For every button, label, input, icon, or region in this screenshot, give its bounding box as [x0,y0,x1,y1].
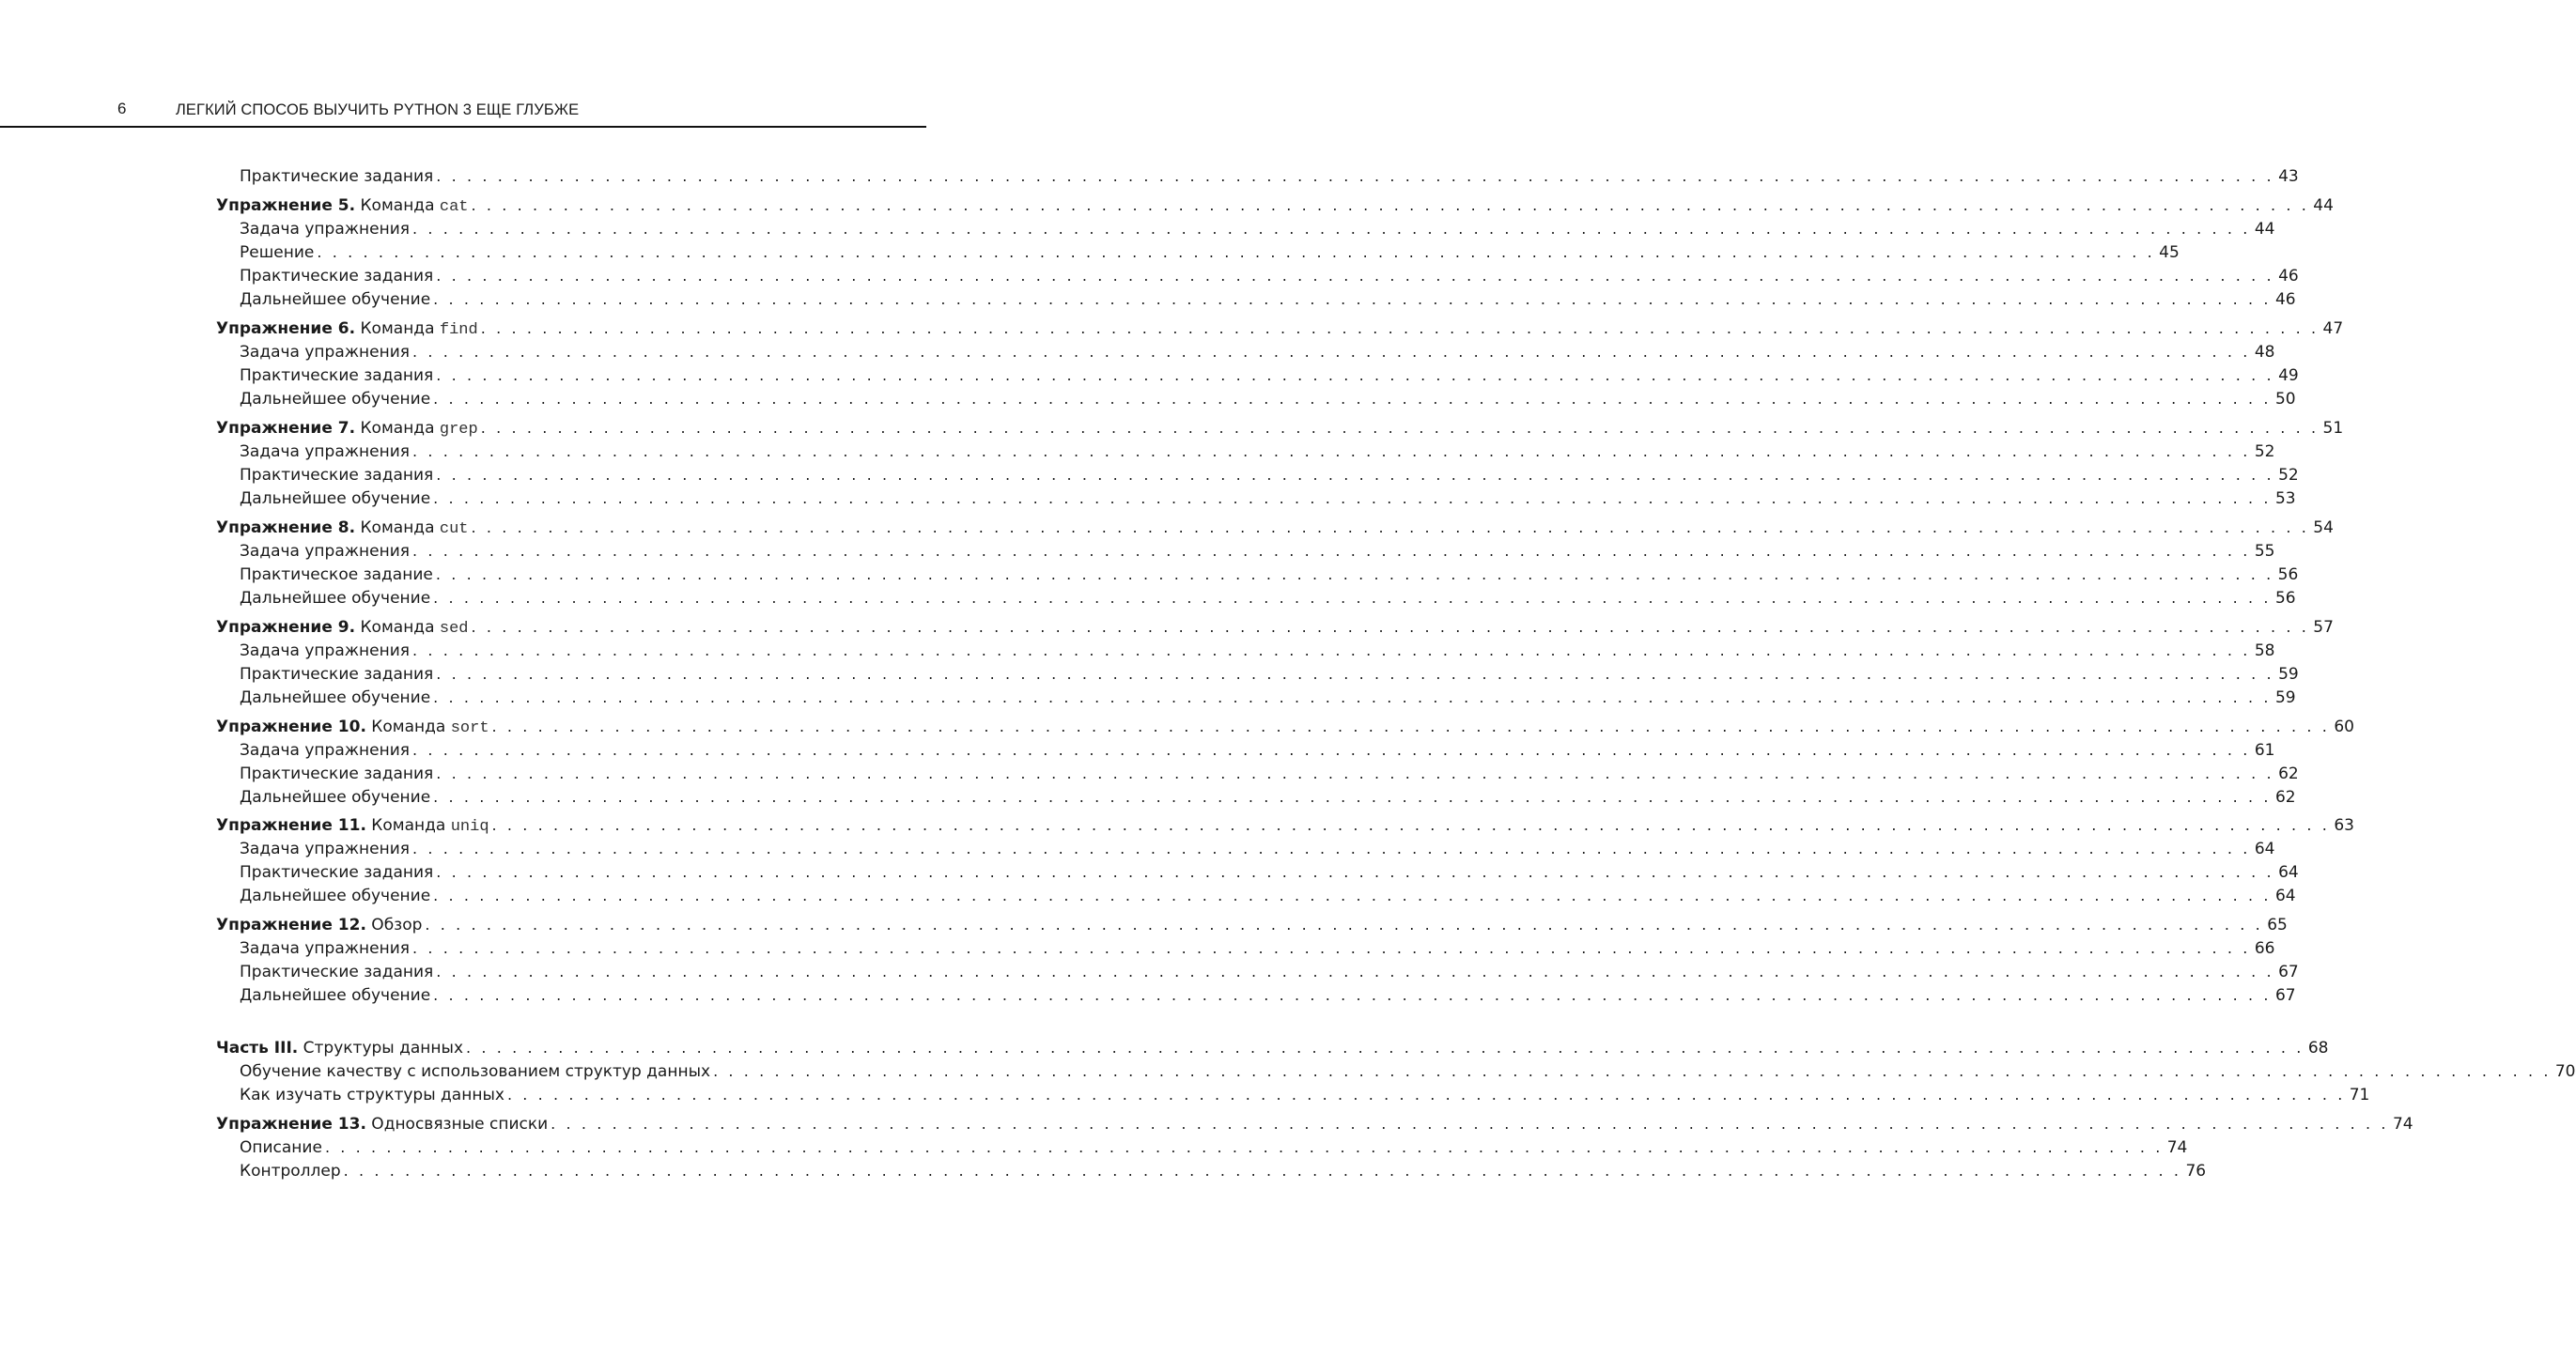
toc-subentry [240,218,2275,240]
toc-page-number: 44 [2254,220,2275,239]
toc-entry-label [216,716,489,740]
toc-entry-command: cut [439,520,469,538]
toc-subentry [240,288,2296,311]
toc-entry-title: Задача упражнения [240,741,411,760]
page-number: 6 [117,100,127,117]
dot-leader: . . . . . . . . . . . . . . . . . . . . . . . . . . . . . . . . . . . . . . . . . . . . . . . . . . . . . . . . . . . . . . . . . . . . . . . . . . . . . . . . . . . . . . . . . . . . . . . . . . . . . . . . . . . . . . . . . . . . . . . . [412,641,2251,659]
toc-subentry [240,540,2275,563]
toc-entry-label [240,786,430,809]
toc-entry-title: Задача упражнения [240,641,411,660]
toc-entry-number: Упражнение 11. [216,816,366,835]
toc-page-number: 65 [2267,916,2288,934]
toc-page-number: 44 [2313,196,2334,215]
toc-entry-label [240,218,410,240]
toc-entry [216,417,2344,440]
toc-entry-title: Практические задания [240,466,434,485]
toc-subentry [240,1160,2207,1182]
toc-page-number: 49 [2278,366,2299,385]
dot-leader: . . . . . . . . . . . . . . . . . . . . . . . . . . . . . . . . . . . . . . . . . . . . . . . . . . . . . . . . . . . . . . . . . . . . . . . . . . . . . . . . . . . . . . . . . . . . . . . . . . . . . . . . . . . . . . . . . . . . . . . . [433,788,2272,806]
toc-page-number: 76 [2185,1162,2207,1181]
toc-entry [216,317,2344,340]
toc-entry-title: Команда [365,718,451,736]
toc-page-number: 60 [2334,718,2354,736]
toc-entry-title: Команда [355,518,440,537]
toc-entry-number: Часть III. [216,1039,299,1058]
dot-leader: . . . . . . . . . . . . . . . . . . . . . . . . . . . . . . . . . . . . . . . . . . . . . . . . . . . . . . . . . . . . . . . . . . . . . . . . . . . . . . . . . . . . . . . . . . . . . . . . . . . . . . . . . . . . . . . . . . . . . . . . [506,1086,2346,1104]
toc-entry-number: Упражнение 13. [216,1115,366,1134]
toc-subentry [240,388,2296,410]
dot-leader: . . . . . . . . . . . . . . . . . . . . . . . . . . . . . . . . . . . . . . . . . . . . . . . . . . . . . . . . . . . . . . . . . . . . . . . . . . . . . . . . . . . . . . . . . . . . . . . . . . . . . . . . . . . . . . . . . . . . . . . . [436,366,2274,384]
toc-entry-label [216,814,489,839]
toc-page-number: 50 [2274,390,2296,409]
toc-entry-label [216,194,469,219]
toc-subentry [240,937,2275,960]
toc-subentry [240,663,2299,686]
toc-entry-label [216,1113,548,1135]
toc-entry [216,1037,2329,1059]
toc-subentry [240,1060,2576,1083]
dot-leader: . . . . . . . . . . . . . . . . . . . . . . . . . . . . . . . . . . . . . . . . . . . . . . . . . . . . . . . . . . . . . . . . . . . . . . . . . . . . . . . . . . . . . . . . . . . . . . . . . . . . . . . . . . . . . . . . . . . . . . . . [343,1162,2182,1180]
toc-entry-title: Задача упражнения [240,343,411,362]
toc-entry-label [216,317,478,342]
toc-page-number: 71 [2349,1086,2370,1104]
toc-page-number: 67 [2274,986,2296,1005]
toc-entry-label [216,1037,463,1059]
dot-leader: . . . . . . . . . . . . . . . . . . . . . . . . . . . . . . . . . . . . . . . . . . . . . . . . . . . . . . . . . . . . . . . . . . . . . . . . . . . . . . . . . . . . . . . . . . . . . . . . . . . . . . . . . . . . . . . . . . . . . . . . [412,442,2251,460]
toc-entry-title: Дальнейшее обучение [240,489,431,508]
toc-entry-title: Практические задания [240,665,434,684]
toc-entry-label [240,265,433,287]
toc-page-number: 45 [2159,243,2180,262]
toc-subentry [240,961,2299,983]
toc-page-number: 68 [2307,1039,2329,1058]
toc-entry-label [240,640,410,662]
toc-page-number: 56 [2274,589,2296,608]
dot-leader: . . . . . . . . . . . . . . . . . . . . . . . . . . . . . . . . . . . . . . . . . . . . . . . . . . . . . . . . . . . . . . . . . . . . . . . . . . . . . . . . . . . . . . . . . . . . . . . . . . . . . . . . . . . . . . . . . . . . . . . . [433,986,2272,1004]
toc-subentry [240,487,2296,510]
dot-leader: . . . . . . . . . . . . . . . . . . . . . . . . . . . . . . . . . . . . . . . . . . . . . . . . . . . . . . . . . . . . . . . . . . . . . . . . . . . . . . . . . . . . . . . . . . . . . . . . . . . . . . . . . . . . . . . . . . . . . . . . [433,589,2272,607]
toc-subentry [240,640,2275,662]
toc-page-number: 70 [2554,1062,2576,1081]
toc-subentry [240,763,2299,785]
toc-entry-title: Практические задания [240,863,434,882]
dot-leader: . . . . . . . . . . . . . . . . . . . . . . . . . . . . . . . . . . . . . . . . . . . . . . . . . . . . . . . . . . . . . . . . . . . . . . . . . . . . . . . . . . . . . . . . . . . . . . . . . . . . . . . . . . . . . . . . . . . . . . . . [436,963,2274,981]
dot-leader: . . . . . . . . . . . . . . . . . . . . . . . . . . . . . . . . . . . . . . . . . . . . . . . . . . . . . . . . . . . . . . . . . . . . . . . . . . . . . . . . . . . . . . . . . . . . . . . . . . . . . . . . . . . . . . . . . . . . . . . . [412,542,2251,560]
toc-entry-title: Обучение качеству с использованием структур данных [240,1062,711,1081]
toc-entry [216,1113,2413,1135]
toc-entry-title: Дальнейшее обучение [240,986,431,1005]
toc-entry-label [240,341,410,363]
dot-leader: . . . . . . . . . . . . . . . . . . . . . . . . . . . . . . . . . . . . . . . . . . . . . . . . . . . . . . . . . . . . . . . . . . . . . . . . . . . . . . . . . . . . . . . . . . . . . . . . . . . . . . . . . . . . . . . . . . . . . . . . [436,665,2274,683]
toc-subentry [240,165,2299,188]
dot-leader: . . . . . . . . . . . . . . . . . . . . . . . . . . . . . . . . . . . . . . . . . . . . . . . . . . . . . . . . . . . . . . . . . . . . . . . . . . . . . . . . . . . . . . . . . . . . . . . . . . . . . . . . . . . . . . . . . . . . . . . . [412,220,2251,238]
toc-page-number: 59 [2278,665,2299,684]
dot-leader: . . . . . . . . . . . . . . . . . . . . . . . . . . . . . . . . . . . . . . . . . . . . . . . . . . . . . . . . . . . . . . . . . . . . . . . . . . . . . . . . . . . . . . . . . . . . . . . . . . . . . . . . . . . . . . . . . . . . . . . . [436,167,2274,185]
toc-entry [216,616,2334,639]
dot-leader: . . . . . . . . . . . . . . . . . . . . . . . . . . . . . . . . . . . . . . . . . . . . . . . . . . . . . . . . . . . . . . . . . . . . . . . . . . . . . . . . . . . . . . . . . . . . . . . . . . . . . . . . . . . . . . . . . . . . . . . . [491,718,2330,735]
dot-leader: . . . . . . . . . . . . . . . . . . . . . . . . . . . . . . . . . . . . . . . . . . . . . . . . . . . . . . . . . . . . . . . . . . . . . . . . . . . . . . . . . . . . . . . . . . . . . . . . . . . . . . . . . . . . . . . . . . . . . . . . [480,319,2320,337]
toc-entry-title: Обзор [365,916,423,934]
toc-entry-title: Дальнейшее обучение [240,589,431,608]
dot-leader: . . . . . . . . . . . . . . . . . . . . . . . . . . . . . . . . . . . . . . . . . . . . . . . . . . . . . . . . . . . . . . . . . . . . . . . . . . . . . . . . . . . . . . . . . . . . . . . . . . . . . . . . . . . . . . . . . . . . . . . . [317,243,2155,261]
toc-entry [216,814,2354,837]
toc-subentry [240,341,2275,363]
toc-entry-title: Описание [240,1138,322,1157]
toc-entry-number: Упражнение 8. [216,518,356,537]
toc-page-number: 47 [2322,319,2344,338]
toc-entry-label [216,616,469,641]
toc-entry [216,194,2334,217]
toc-entry-label [240,587,430,610]
toc-entry-label [240,937,410,960]
toc-subentry [240,1136,2188,1159]
toc-entry-title: Команда [355,319,440,338]
toc-page-number: 57 [2313,618,2334,637]
dot-leader: . . . . . . . . . . . . . . . . . . . . . . . . . . . . . . . . . . . . . . . . . . . . . . . . . . . . . . . . . . . . . . . . . . . . . . . . . . . . . . . . . . . . . . . . . . . . . . . . . . . . . . . . . . . . . . . . . . . . . . . . [425,916,2263,934]
toc-entry-title: Задача упражнения [240,939,411,958]
toc-page-number: 51 [2322,419,2344,438]
toc-entry-title: Практические задания [240,764,434,783]
toc-subentry [240,885,2296,907]
toc-entry [216,914,2288,936]
toc-page-number: 62 [2278,764,2299,783]
toc-entry-title: Дальнейшее обучение [240,788,431,807]
dot-leader: . . . . . . . . . . . . . . . . . . . . . . . . . . . . . . . . . . . . . . . . . . . . . . . . . . . . . . . . . . . . . . . . . . . . . . . . . . . . . . . . . . . . . . . . . . . . . . . . . . . . . . . . . . . . . . . . . . . . . . . . [471,518,2309,536]
toc-entry-label [216,914,422,936]
toc-entry-number: Упражнение 6. [216,319,356,338]
dot-leader: . . . . . . . . . . . . . . . . . . . . . . . . . . . . . . . . . . . . . . . . . . . . . . . . . . . . . . . . . . . . . . . . . . . . . . . . . . . . . . . . . . . . . . . . . . . . . . . . . . . . . . . . . . . . . . . . . . . . . . . . [436,764,2274,782]
toc-subentry [240,364,2299,387]
dot-leader: . . . . . . . . . . . . . . . . . . . . . . . . . . . . . . . . . . . . . . . . . . . . . . . . . . . . . . . . . . . . . . . . . . . . . . . . . . . . . . . . . . . . . . . . . . . . . . . . . . . . . . . . . . . . . . . . . . . . . . . . [433,390,2272,408]
toc-entry-number: Упражнение 5. [216,196,356,215]
toc-subentry [240,587,2296,610]
toc-entry-label [240,564,433,586]
toc-entry-number: Упражнение 12. [216,916,366,934]
toc-entry-title: Практические задания [240,963,434,981]
toc-entry-label [240,440,410,463]
toc-entry-title: Практические задания [240,366,434,385]
toc-entry-title: Дальнейшее обучение [240,390,431,409]
dot-leader: . . . . . . . . . . . . . . . . . . . . . . . . . . . . . . . . . . . . . . . . . . . . . . . . . . . . . . . . . . . . . . . . . . . . . . . . . . . . . . . . . . . . . . . . . . . . . . . . . . . . . . . . . . . . . . . . . . . . . . . . [412,939,2251,957]
toc-entry-label [240,241,314,264]
toc-entry [216,517,2334,539]
toc-page-number: 62 [2274,788,2296,807]
dot-leader: . . . . . . . . . . . . . . . . . . . . . . . . . . . . . . . . . . . . . . . . . . . . . . . . . . . . . . . . . . . . . . . . . . . . . . . . . . . . . . . . . . . . . . . . . . . . . . . . . . . . . . . . . . . . . . . . . . . . . . . . [436,267,2274,285]
toc-subentry [240,440,2275,463]
toc-subentry [240,838,2275,860]
dot-leader: . . . . . . . . . . . . . . . . . . . . . . . . . . . . . . . . . . . . . . . . . . . . . . . . . . . . . . . . . . . . . . . . . . . . . . . . . . . . . . . . . . . . . . . . . . . . . . . . . . . . . . . . . . . . . . . . . . . . . . . . [466,1039,2304,1057]
toc-entry-label [240,487,430,510]
toc-entry-label [240,885,430,907]
toc-page-number: 55 [2254,542,2275,561]
toc-entry-label [240,1160,341,1182]
toc-entry [216,716,2354,738]
toc-page-number: 56 [2277,565,2299,584]
toc-entry-title: Практическое задание [240,565,433,584]
book-title: ЛЕГКИЙ СПОСОБ ВЫУЧИТЬ PYTHON 3 ЕЩЕ ГЛУБЖЕ [176,101,580,118]
toc-page-number: 74 [2392,1115,2413,1134]
toc-entry-label [240,861,433,884]
toc-entry-title: Контроллер [240,1162,341,1181]
toc-entry-command: uniq [450,818,489,836]
toc-subentry [240,786,2296,809]
toc-entry-title: Дальнейшее обучение [240,887,431,905]
dot-leader: . . . . . . . . . . . . . . . . . . . . . . . . . . . . . . . . . . . . . . . . . . . . . . . . . . . . . . . . . . . . . . . . . . . . . . . . . . . . . . . . . . . . . . . . . . . . . . . . . . . . . . . . . . . . . . . . . . . . . . . . [433,887,2272,904]
toc-page-number: 46 [2278,267,2299,286]
dot-leader: . . . . . . . . . . . . . . . . . . . . . . . . . . . . . . . . . . . . . . . . . . . . . . . . . . . . . . . . . . . . . . . . . . . . . . . . . . . . . . . . . . . . . . . . . . . . . . . . . . . . . . . . . . . . . . . . . . . . . . . . [436,863,2274,881]
dot-leader: . . . . . . . . . . . . . . . . . . . . . . . . . . . . . . . . . . . . . . . . . . . . . . . . . . . . . . . . . . . . . . . . . . . . . . . . . . . . . . . . . . . . . . . . . . . . . . . . . . . . . . . . . . . . . . . . . . . . . . . . [713,1062,2552,1080]
dot-leader: . . . . . . . . . . . . . . . . . . . . . . . . . . . . . . . . . . . . . . . . . . . . . . . . . . . . . . . . . . . . . . . . . . . . . . . . . . . . . . . . . . . . . . . . . . . . . . . . . . . . . . . . . . . . . . . . . . . . . . . . [412,343,2251,361]
toc-page-number: 52 [2254,442,2275,461]
toc-page-number: 63 [2334,816,2354,835]
toc-entry-number: Упражнение 10. [216,718,366,736]
toc-subentry [240,464,2299,486]
toc-entry-title: Команда [355,419,440,438]
toc-entry-label [240,961,433,983]
toc-entry-label [240,165,433,188]
toc-entry-label [240,464,433,486]
toc-entry-label [240,687,430,709]
toc-entry-number: Упражнение 9. [216,618,356,637]
dot-leader: . . . . . . . . . . . . . . . . . . . . . . . . . . . . . . . . . . . . . . . . . . . . . . . . . . . . . . . . . . . . . . . . . . . . . . . . . . . . . . . . . . . . . . . . . . . . . . . . . . . . . . . . . . . . . . . . . . . . . . . . [433,489,2272,507]
toc-page-number: 54 [2313,518,2334,537]
toc-entry-label [240,364,433,387]
toc-page-number: 74 [2166,1138,2188,1157]
dot-leader: . . . . . . . . . . . . . . . . . . . . . . . . . . . . . . . . . . . . . . . . . . . . . . . . . . . . . . . . . . . . . . . . . . . . . . . . . . . . . . . . . . . . . . . . . . . . . . . . . . . . . . . . . . . . . . . . . . . . . . . . [480,419,2320,437]
toc-entry-label [216,417,478,441]
toc-entry-label [240,763,433,785]
toc-page-number: 59 [2274,688,2296,707]
toc-entry-title: Задача упражнения [240,542,411,561]
toc-entry-label [240,984,430,1007]
toc-entry-title: Практические задания [240,167,434,186]
dot-leader: . . . . . . . . . . . . . . . . . . . . . . . . . . . . . . . . . . . . . . . . . . . . . . . . . . . . . . . . . . . . . . . . . . . . . . . . . . . . . . . . . . . . . . . . . . . . . . . . . . . . . . . . . . . . . . . . . . . . . . . . [433,688,2272,706]
toc-entry-command: grep [439,421,478,439]
toc-entry-title: Односвязные списки [365,1115,549,1134]
toc-page-number: 64 [2274,887,2296,905]
toc-entry-title: Задача упражнения [240,220,411,239]
toc-subentry [240,241,2180,264]
toc-entry-label [240,1136,322,1159]
toc-entry-title: Задача упражнения [240,442,411,461]
dot-leader: . . . . . . . . . . . . . . . . . . . . . . . . . . . . . . . . . . . . . . . . . . . . . . . . . . . . . . . . . . . . . . . . . . . . . . . . . . . . . . . . . . . . . . . . . . . . . . . . . . . . . . . . . . . . . . . . . . . . . . . . [435,565,2274,583]
toc-entry-title: Практические задания [240,267,434,286]
toc-subentry [240,739,2275,762]
toc-entry-label [216,517,469,541]
toc-entry-title: Команда [365,816,451,835]
dot-leader: . . . . . . . . . . . . . . . . . . . . . . . . . . . . . . . . . . . . . . . . . . . . . . . . . . . . . . . . . . . . . . . . . . . . . . . . . . . . . . . . . . . . . . . . . . . . . . . . . . . . . . . . . . . . . . . . . . . . . . . . [471,196,2309,214]
toc-entry-title: Команда [355,618,440,637]
toc-page-number: 58 [2254,641,2275,660]
toc-page-number: 53 [2274,489,2296,508]
toc-page-number: 43 [2278,167,2299,186]
toc-entry-title: Задача упражнения [240,840,411,858]
toc-entry-command: sed [439,620,469,638]
toc-entry-number: Упражнение 7. [216,419,356,438]
toc-entry-command: cat [439,198,469,216]
toc-subentry [240,687,2296,709]
toc-subentry [240,564,2299,586]
toc-entry-label [240,739,410,762]
toc-entry-label [240,1060,710,1083]
dot-leader: . . . . . . . . . . . . . . . . . . . . . . . . . . . . . . . . . . . . . . . . . . . . . . . . . . . . . . . . . . . . . . . . . . . . . . . . . . . . . . . . . . . . . . . . . . . . . . . . . . . . . . . . . . . . . . . . . . . . . . . . [436,466,2274,484]
dot-leader: . . . . . . . . . . . . . . . . . . . . . . . . . . . . . . . . . . . . . . . . . . . . . . . . . . . . . . . . . . . . . . . . . . . . . . . . . . . . . . . . . . . . . . . . . . . . . . . . . . . . . . . . . . . . . . . . . . . . . . . . [471,618,2309,636]
toc-entry-title: Структуры данных [298,1039,464,1058]
toc-page-number: 46 [2274,290,2296,309]
toc-page-number: 64 [2254,840,2275,858]
dot-leader: . . . . . . . . . . . . . . . . . . . . . . . . . . . . . . . . . . . . . . . . . . . . . . . . . . . . . . . . . . . . . . . . . . . . . . . . . . . . . . . . . . . . . . . . . . . . . . . . . . . . . . . . . . . . . . . . . . . . . . . . [412,840,2251,857]
dot-leader: . . . . . . . . . . . . . . . . . . . . . . . . . . . . . . . . . . . . . . . . . . . . . . . . . . . . . . . . . . . . . . . . . . . . . . . . . . . . . . . . . . . . . . . . . . . . . . . . . . . . . . . . . . . . . . . . . . . . . . . . [433,290,2272,308]
toc-entry-title: Как изучать структуры данных [240,1086,504,1104]
toc-entry-label [240,388,430,410]
dot-leader: . . . . . . . . . . . . . . . . . . . . . . . . . . . . . . . . . . . . . . . . . . . . . . . . . . . . . . . . . . . . . . . . . . . . . . . . . . . . . . . . . . . . . . . . . . . . . . . . . . . . . . . . . . . . . . . . . . . . . . . . [412,741,2251,759]
toc-entry-label [240,663,433,686]
toc-page-number: 48 [2254,343,2275,362]
dot-leader: . . . . . . . . . . . . . . . . . . . . . . . . . . . . . . . . . . . . . . . . . . . . . . . . . . . . . . . . . . . . . . . . . . . . . . . . . . . . . . . . . . . . . . . . . . . . . . . . . . . . . . . . . . . . . . . . . . . . . . . . [551,1115,2389,1133]
toc-entry-title: Дальнейшее обучение [240,688,431,707]
toc-entry-label [240,1084,504,1106]
toc-entry-title: Решение [240,243,315,262]
toc-entry-label [240,288,430,311]
dot-leader: . . . . . . . . . . . . . . . . . . . . . . . . . . . . . . . . . . . . . . . . . . . . . . . . . . . . . . . . . . . . . . . . . . . . . . . . . . . . . . . . . . . . . . . . . . . . . . . . . . . . . . . . . . . . . . . . . . . . . . . . [324,1138,2164,1156]
toc-subentry [240,861,2299,884]
toc-entry-label [240,838,410,860]
toc-subentry [240,1084,2370,1106]
toc-entry-title: Дальнейшее обучение [240,290,431,309]
toc-subentry [240,265,2299,287]
toc-page-number: 52 [2278,466,2299,485]
toc-page-number: 64 [2278,863,2299,882]
dot-leader: . . . . . . . . . . . . . . . . . . . . . . . . . . . . . . . . . . . . . . . . . . . . . . . . . . . . . . . . . . . . . . . . . . . . . . . . . . . . . . . . . . . . . . . . . . . . . . . . . . . . . . . . . . . . . . . . . . . . . . . . [491,816,2330,834]
toc-entry-command: sort [450,719,489,737]
toc-page-number: 67 [2278,963,2299,981]
toc-page-number: 61 [2254,741,2275,760]
toc-subentry [240,984,2296,1007]
toc-page-number: 66 [2254,939,2275,958]
toc-entry-command: find [439,321,478,339]
toc-entry-title: Команда [355,196,440,215]
toc-entry-label [240,540,410,563]
